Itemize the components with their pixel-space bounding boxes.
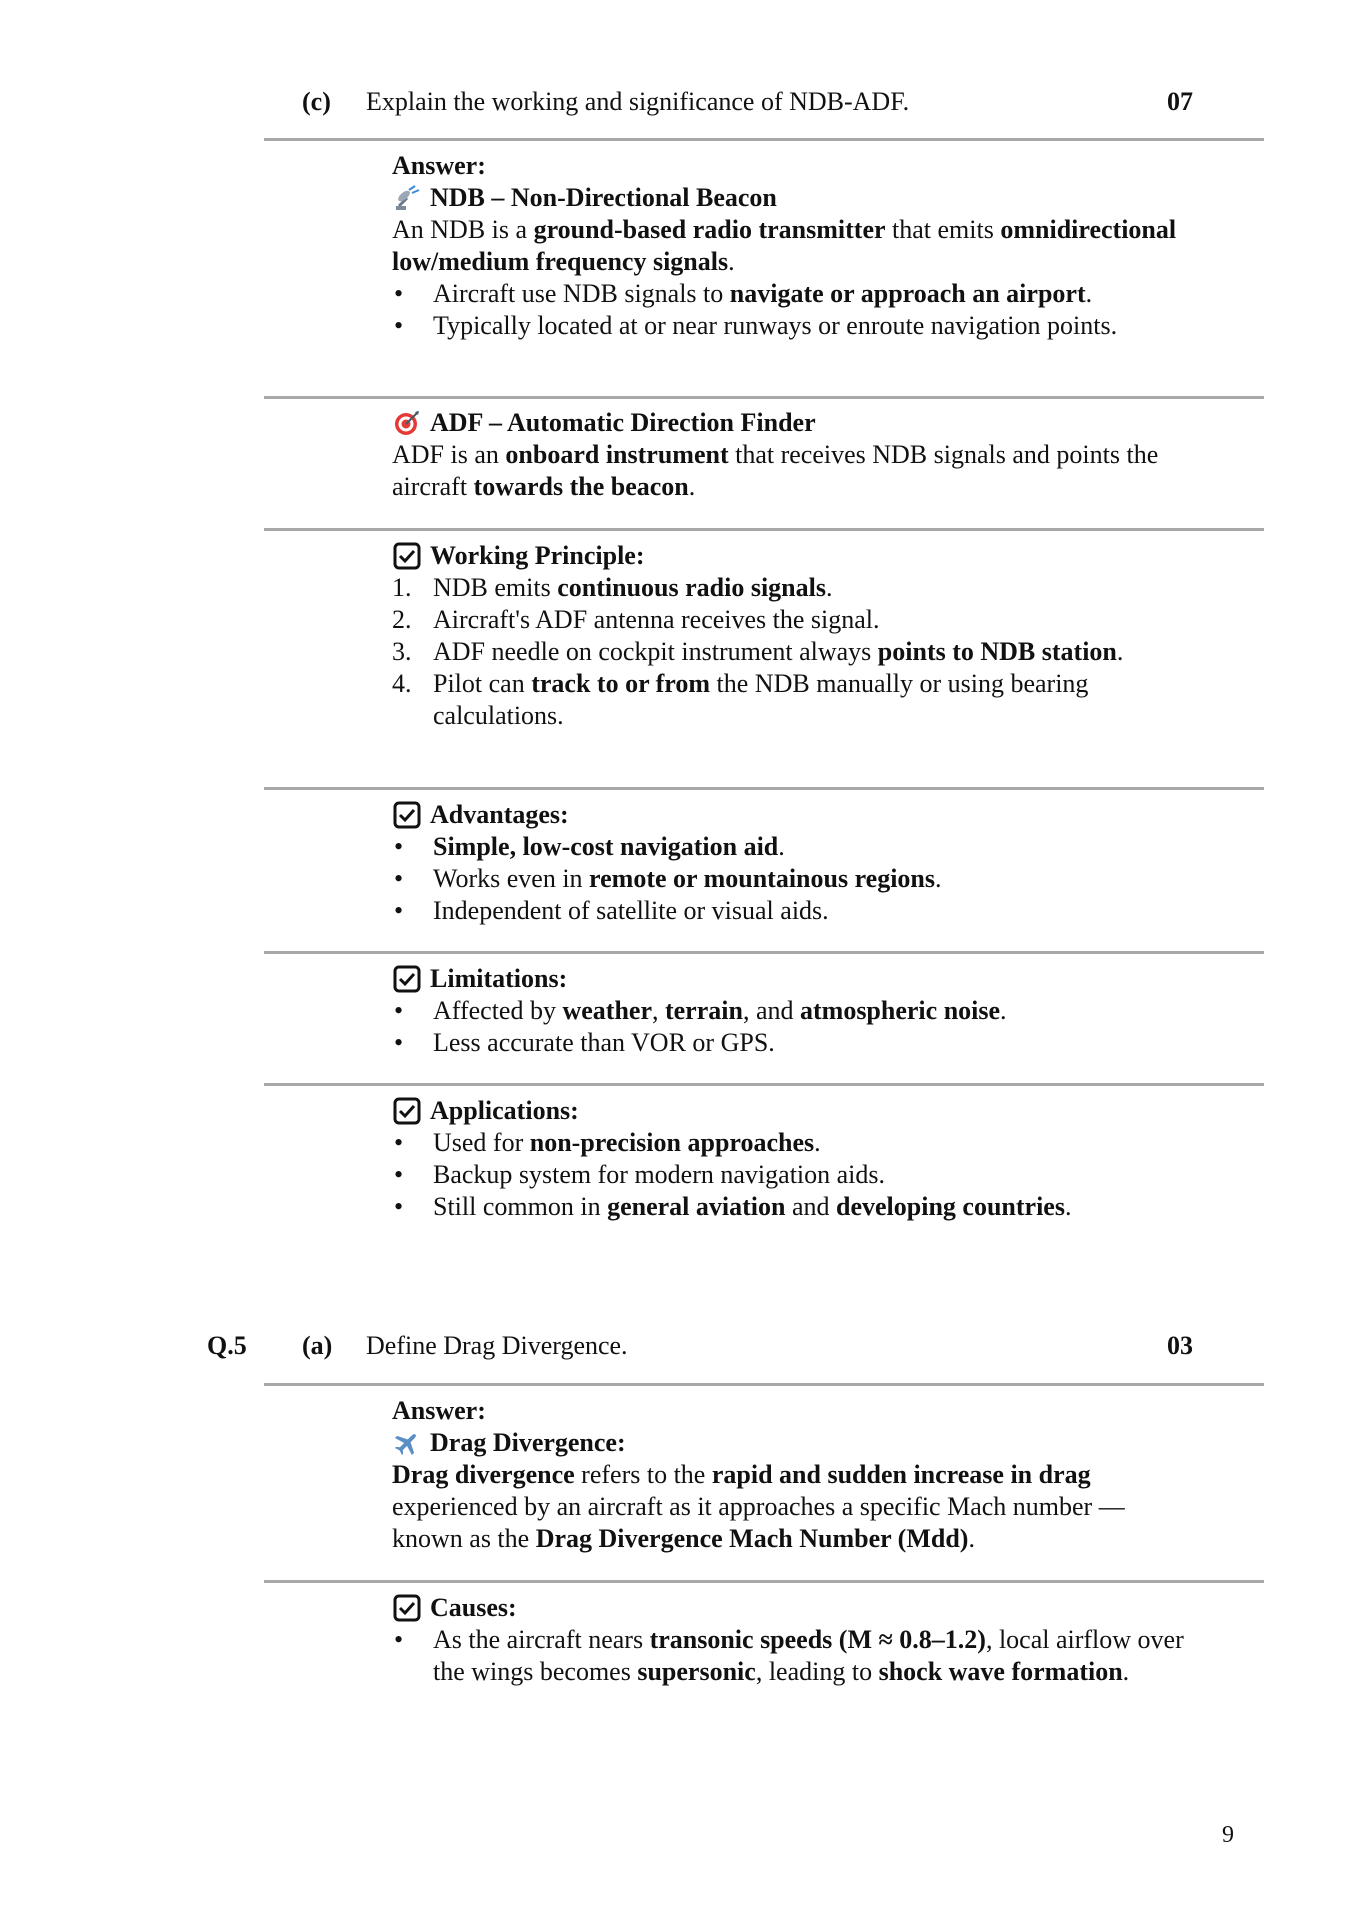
causes-heading	[392, 1592, 1192, 1624]
ndb-section	[392, 150, 1192, 342]
working-heading	[392, 540, 1192, 572]
question-label: (a)	[302, 1331, 333, 1360]
question-marks: 03	[1167, 1331, 1193, 1360]
applications-section	[392, 1095, 1192, 1223]
divider	[264, 528, 1264, 531]
divider	[264, 1083, 1264, 1086]
checkbox-checked-icon	[392, 1096, 422, 1126]
causes-title: Causes:	[430, 1593, 517, 1622]
checkbox-checked-icon	[392, 1593, 422, 1623]
divider	[264, 1383, 1264, 1386]
divider	[264, 951, 1264, 954]
divider	[264, 138, 1264, 141]
limitations-title: Limitations:	[430, 964, 568, 993]
working-title: Working Principle:	[430, 541, 645, 570]
causes-section	[392, 1592, 1192, 1688]
list-item: • Backup system for modern navigation aids.	[392, 1159, 1192, 1191]
divider	[264, 396, 1264, 399]
limitations-list	[392, 995, 1192, 1059]
list-item: • Typically located at or near runways or enroute navigation points.	[392, 310, 1192, 342]
divider	[264, 787, 1264, 790]
target-icon	[392, 408, 422, 438]
adf-section	[392, 407, 1192, 503]
drag-description: Drag divergence refers to the rapid and sudden increase in drag experienced by an aircraft as it approaches a specific Mach number — known as the Drag Divergence Mach Number (Mdd).	[392, 1460, 1125, 1553]
question-text: Define Drag Divergence.	[366, 1331, 628, 1360]
adf-heading	[392, 407, 1192, 439]
list-item: • Used for non-precision approaches.	[392, 1127, 1192, 1159]
causes-list	[392, 1624, 1192, 1688]
advantages-section	[392, 799, 1192, 927]
advantages-list	[392, 831, 1192, 927]
airplane-icon	[392, 1428, 422, 1458]
question-label: (c)	[302, 87, 331, 116]
drag-heading	[392, 1427, 1192, 1459]
ndb-heading	[392, 182, 1192, 214]
question-number: Q.5	[207, 1331, 247, 1360]
working-list	[392, 572, 1192, 732]
page-number: 9	[1222, 1822, 1234, 1848]
working-section	[392, 540, 1192, 732]
list-item: 4. Pilot can track to or from the NDB manually or using bearing calculations.	[392, 669, 1089, 730]
answer-label: Answer:	[392, 1396, 486, 1425]
list-item: • Affected by weather, terrain, and atmospheric noise.	[392, 995, 1192, 1027]
drag-title: Drag Divergence:	[430, 1428, 626, 1457]
checkbox-checked-icon	[392, 541, 422, 571]
applications-heading	[392, 1095, 1192, 1127]
satellite-antenna-icon	[392, 183, 422, 213]
list-item: • Less accurate than VOR or GPS.	[392, 1027, 1192, 1059]
advantages-title: Advantages:	[430, 800, 569, 829]
drag-section	[392, 1395, 1192, 1555]
list-item: 2. Aircraft's ADF antenna receives the signal.	[392, 605, 880, 634]
checkbox-checked-icon	[392, 800, 422, 830]
list-item: • Still common in general aviation and developing countries.	[392, 1191, 1192, 1223]
advantages-heading	[392, 799, 1192, 831]
list-item: • Independent of satellite or visual aids.	[392, 895, 1192, 927]
list-item: 1. NDB emits continuous radio signals.	[392, 573, 833, 602]
divider	[264, 1580, 1264, 1583]
ndb-title: NDB – Non-Directional Beacon	[430, 183, 777, 212]
adf-title: ADF – Automatic Direction Finder	[430, 408, 816, 437]
question-text: Explain the working and significance of NDB-ADF.	[366, 87, 910, 116]
list-item: 3. ADF needle on cockpit instrument always points to NDB station.	[392, 637, 1124, 666]
limitations-section	[392, 963, 1192, 1059]
limitations-heading	[392, 963, 1192, 995]
list-item: • Aircraft use NDB signals to navigate or approach an airport.	[392, 278, 1192, 310]
applications-title: Applications:	[430, 1096, 579, 1125]
answer-label: Answer:	[392, 151, 486, 180]
applications-list	[392, 1127, 1192, 1223]
ndb-description: An NDB is a ground-based radio transmitter that emits omnidirectional low/medium frequency signals.	[392, 215, 1177, 276]
checkbox-checked-icon	[392, 964, 422, 994]
adf-description: ADF is an onboard instrument that receives NDB signals and points the aircraft towards the beacon.	[392, 440, 1159, 501]
question-marks: 07	[1167, 87, 1193, 116]
list-item: • Simple, low-cost navigation aid.	[392, 831, 1192, 863]
ndb-list	[392, 278, 1192, 342]
list-item: • As the aircraft nears transonic speeds (M ≈ 0.8–1.2), local airflow over the wings becomes supersonic, leading to shock wave formation.	[392, 1624, 1192, 1688]
list-item: • Works even in remote or mountainous regions.	[392, 863, 1192, 895]
